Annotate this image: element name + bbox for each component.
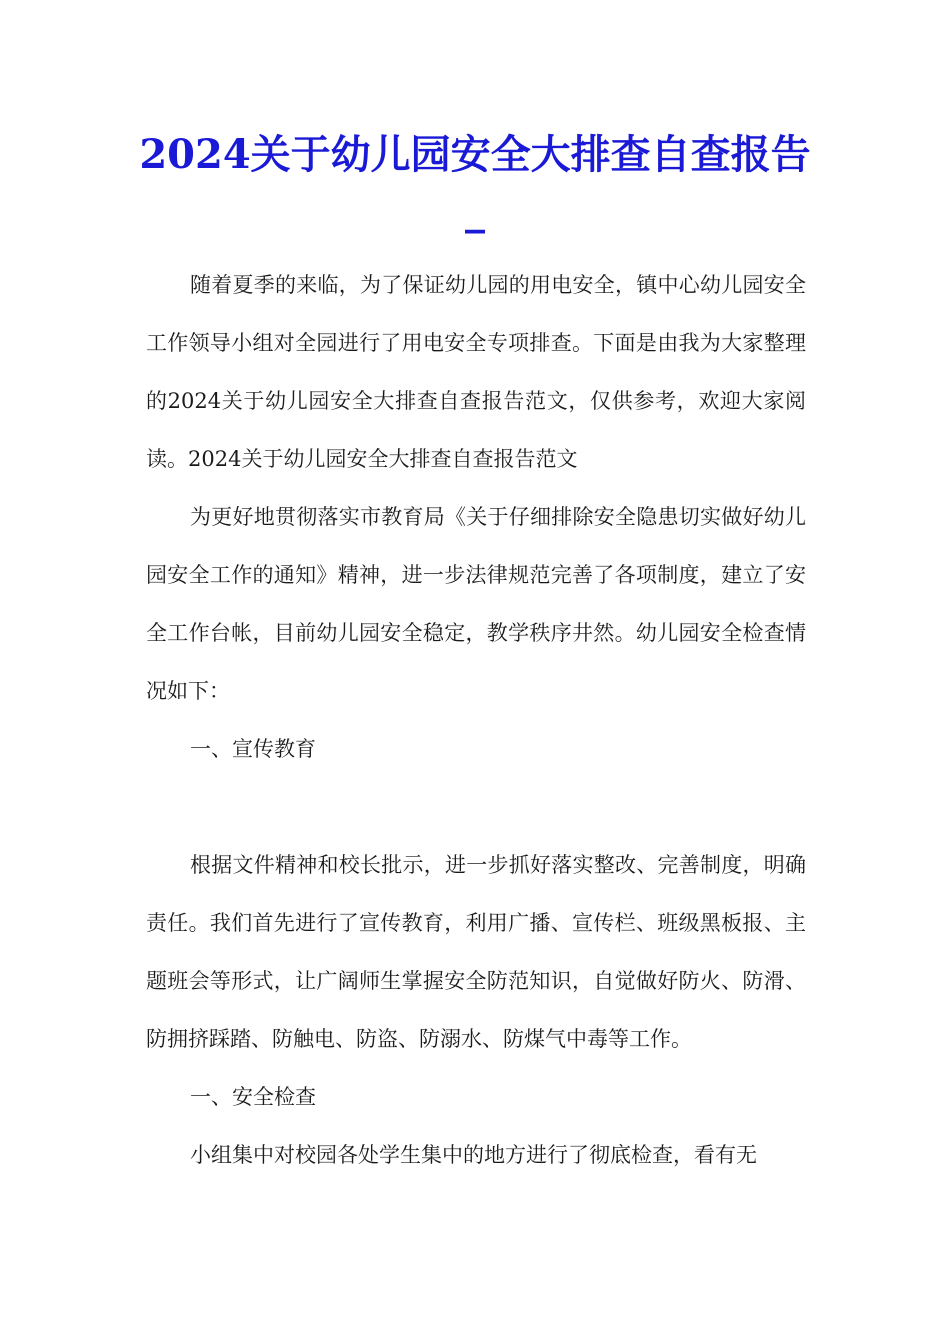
paragraph-intro: 随着夏季的来临，为了保证幼儿园的用电安全，镇中心幼儿园安全工作领导小组对全园进行了用电安全专项排查。下面是由我为大家整理的2024关于幼儿园安全大排查自查报告范文，仅供参考，欢迎大家阅读。2024关于幼儿园安全大排查自查报告范文 xyxy=(146,273,806,471)
section-heading-inspection: 一、安全检查 xyxy=(190,1085,316,1109)
paragraph-publicity: 根据文件精神和校长批示，进一步抓好落实整改、完善制度，明确责任。我们首先进行了宣传教育，利用广播、宣传栏、班级黑板报、主题班会等形式，让广阔师生掌握安全防范知识，自觉做好防火、防滑、防拥挤踩踏、防触电、防盗、防溺水、防煤气中毒等工作。 xyxy=(146,853,806,1051)
document-title: 2024关于幼儿园安全大排查自查报告_ xyxy=(139,131,811,234)
section-heading-publicity: 一、宣传教育 xyxy=(190,737,316,761)
blank-line xyxy=(146,778,806,836)
paragraph-notice: 为更好地贯彻落实市教育局《关于仔细排除安全隐患切实做好幼儿园安全工作的通知》精神，进一步法律规范完善了各项制度，建立了安全工作台帐，目前幼儿园安全稳定，教学秩序井然。幼儿园安全检查情况如下： xyxy=(146,505,806,703)
paragraph-inspection: 小组集中对校园各处学生集中的地方进行了彻底检查，看有无 xyxy=(190,1143,757,1167)
document-body xyxy=(146,256,806,1184)
